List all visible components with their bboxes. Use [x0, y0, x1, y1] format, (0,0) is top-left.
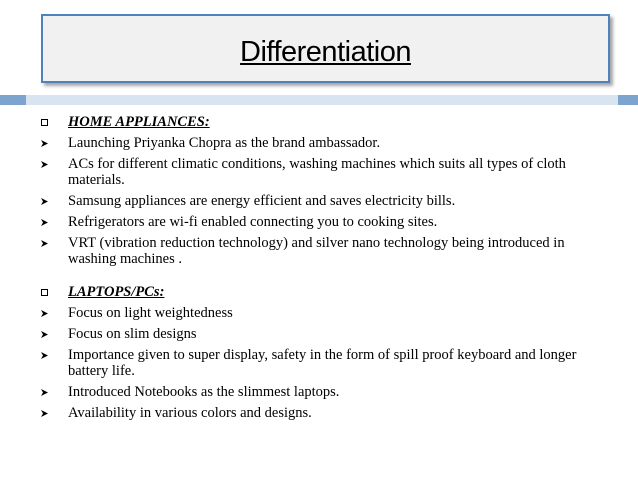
list-item [36, 347, 616, 379]
arrowhead-bullet-icon [37, 214, 51, 230]
square-bullet-icon [37, 284, 51, 300]
slide-content [36, 114, 616, 426]
accent-segment-right [618, 95, 638, 105]
arrowhead-bullet-icon [37, 384, 51, 400]
arrowhead-bullet-icon [37, 235, 51, 251]
list-item [36, 326, 616, 342]
list-item-text: Focus on slim designs [68, 326, 197, 342]
list-item [36, 156, 616, 188]
arrowhead-bullet-icon [37, 347, 51, 363]
section-spacer [36, 272, 616, 284]
arrowhead-bullet-icon [37, 193, 51, 209]
arrowhead-bullet-icon [37, 156, 51, 172]
list-item-text: Samsung appliances are energy efficient and saves electricity bills. [68, 193, 456, 209]
square-bullet-icon [37, 114, 51, 130]
section-heading: LAPTOPS/PCs: [68, 284, 165, 300]
arrowhead-bullet-icon [37, 305, 51, 321]
list-item [36, 235, 616, 267]
list-item-text: Refrigerators are wi-fi enabled connecting you to cooking sites. [68, 214, 438, 230]
list-item [36, 193, 616, 209]
list-item-text: Availability in various colors and designs. [68, 405, 312, 421]
arrowhead-bullet-icon [37, 405, 51, 421]
arrowhead-bullet-icon [37, 135, 51, 151]
list-item [36, 214, 616, 230]
slide-title: Differentiation [240, 36, 411, 68]
list-item-text: Importance given to super display, safety in the form of spill proof keyboard and longer battery life. [68, 347, 577, 379]
list-item [36, 135, 616, 151]
arrowhead-bullet-icon [37, 326, 51, 342]
list-item-text: Focus on light weightedness [68, 305, 233, 321]
section-heading: HOME APPLIANCES: [68, 114, 210, 130]
list-item-text: ACs for different climatic conditions, washing machines which suits all types of cloth materials. [68, 156, 566, 188]
list-item [36, 305, 616, 321]
list-item [36, 405, 616, 421]
list-item-text: VRT (vibration reduction technology) and silver nano technology being introduced in washing machines . [68, 235, 565, 267]
section-heading-laptops-pcs [36, 284, 616, 300]
list-item [36, 384, 616, 400]
list-item-text: Launching Priyanka Chopra as the brand ambassador. [68, 135, 381, 151]
accent-segment-left [0, 95, 26, 105]
list-item-text: Introduced Notebooks as the slimmest laptops. [68, 384, 340, 400]
section-heading-home-appliances [36, 114, 616, 130]
accent-bar [0, 95, 638, 105]
title-box [41, 14, 610, 83]
